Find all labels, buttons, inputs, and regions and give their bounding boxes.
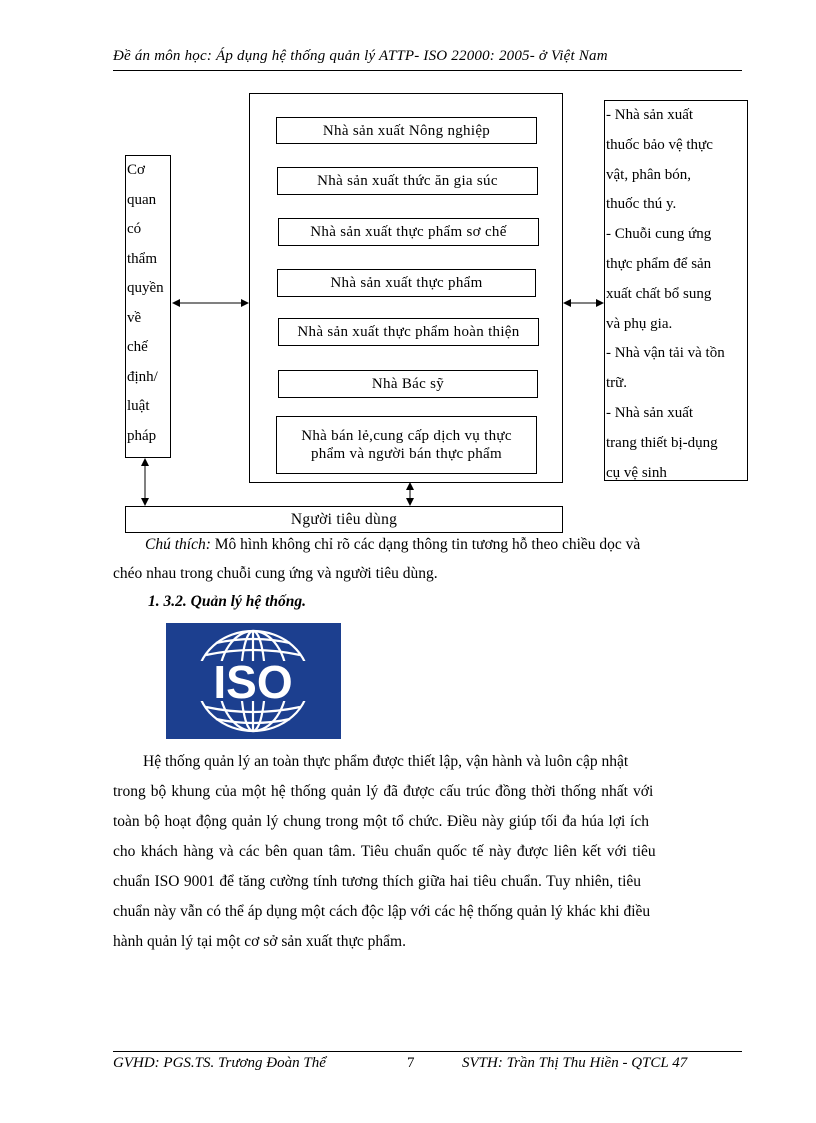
iso-logo-text: ISO [213,656,293,708]
left-line: thẩm [127,250,157,267]
body-line: Hệ thống quản lý an toàn thực phẩm được thiết lập, vận hành và luôn cập nhật [143,753,629,770]
body-line: trong bộ khung của một hệ thống quản lý đã được cấu trúc đồng thời thống nhất với [113,783,654,800]
right-line: thuốc thú y. [606,196,677,213]
caption-text: Mô hình không chỉ rõ các dạng thông tin tương hỗ theo chiều dọc và [210,536,641,553]
right-line: cụ vệ sinh [606,464,667,481]
right-line: trữ. [606,375,628,392]
right-line: - Nhà sản xuất [606,404,694,421]
section-heading: 1. 3.2. Quản lý hệ thống. [148,593,307,610]
left-line: quyền [127,280,164,296]
footer-right: SVTH: Trần Thị Thu Hiền - QTCL 47 [462,1055,688,1071]
left-line: quan [127,191,157,208]
center-item-1: Nhà sản xuất Nông nghiệp [276,117,537,144]
body-line: chuẩn ISO 9001 để tăng cường tính tương thích giữa hai tiêu chuẩn. Tuy nhiên, tiêu [113,873,642,890]
left-line: về [127,309,142,326]
center-item-2: Nhà sản xuất thức ăn gia súc [277,167,538,195]
left-line: định/ [127,368,158,385]
right-suppliers-box [604,100,748,481]
body-line: cho khách hàng và các bên quan tâm. Tiêu chuẩn quốc tế này được liên kết với tiêu [113,843,656,860]
right-line: - Nhà sản xuất [606,107,694,123]
center-item-7: Nhà bán lẻ,cung cấp dịch vụ thực phẩm và người bán thực phẩm [276,416,537,474]
center-item-5: Nhà sản xuất thực phẩm hoàn thiện [278,318,539,346]
body-line: chuẩn này vẫn có thể áp dụng một cách độc lập với các hệ thống quản lý khác khi điều [113,903,651,920]
globe-icon [166,623,341,739]
left-line: có [127,221,142,237]
center-item-6: Nhà Bác sỹ [278,370,538,398]
center-item-3: Nhà sản xuất thực phẩm sơ chế [278,218,539,246]
right-line: thực phẩm để sản [606,255,712,272]
caption-line-2: chéo nhau trong chuỗi cung ứng và người tiêu dùng. [113,565,438,582]
left-line: Cơ [127,162,145,178]
body-line: toàn bộ hoạt động quản lý chung trong một tổ chức. Điều này giúp tối đa húa lợi ích [113,813,649,830]
right-line: vật, phân bón, [606,166,691,183]
right-line: và phụ gia. [606,315,673,332]
left-line: pháp [127,427,157,444]
right-line: xuất chất bổ sung [606,285,712,302]
right-line: - Chuỗi cung ứng [606,226,712,243]
footer-rule [113,1051,742,1052]
consumer-box: Người tiêu dùng [125,506,563,533]
right-line: thuốc bảo vệ thực [606,136,713,153]
left-line: luật [127,398,150,414]
iso-logo [166,623,341,739]
footer-left: GVHD: PGS.TS. Trương Đoàn Thể [113,1055,326,1071]
right-line: - Nhà vận tải và tồn [606,345,725,362]
page-number: 7 [407,1055,415,1071]
left-line: chế [127,339,148,355]
right-line: trang thiết bị-dụng [606,434,718,451]
center-item-4: Nhà sản xuất thực phẩm [277,269,536,297]
page-header: Đề án môn học: Áp dụng hệ thống quản lý ATTP- ISO 22000: 2005- ở Việt Nam [113,48,608,64]
body-line: hành quản lý tại một cơ sở sản xuất thực phẩm. [113,933,406,950]
left-authority-box [125,155,171,458]
body-paragraph [113,747,743,957]
caption-label: Chú thích: [145,536,211,553]
caption-line-1 [145,535,745,555]
